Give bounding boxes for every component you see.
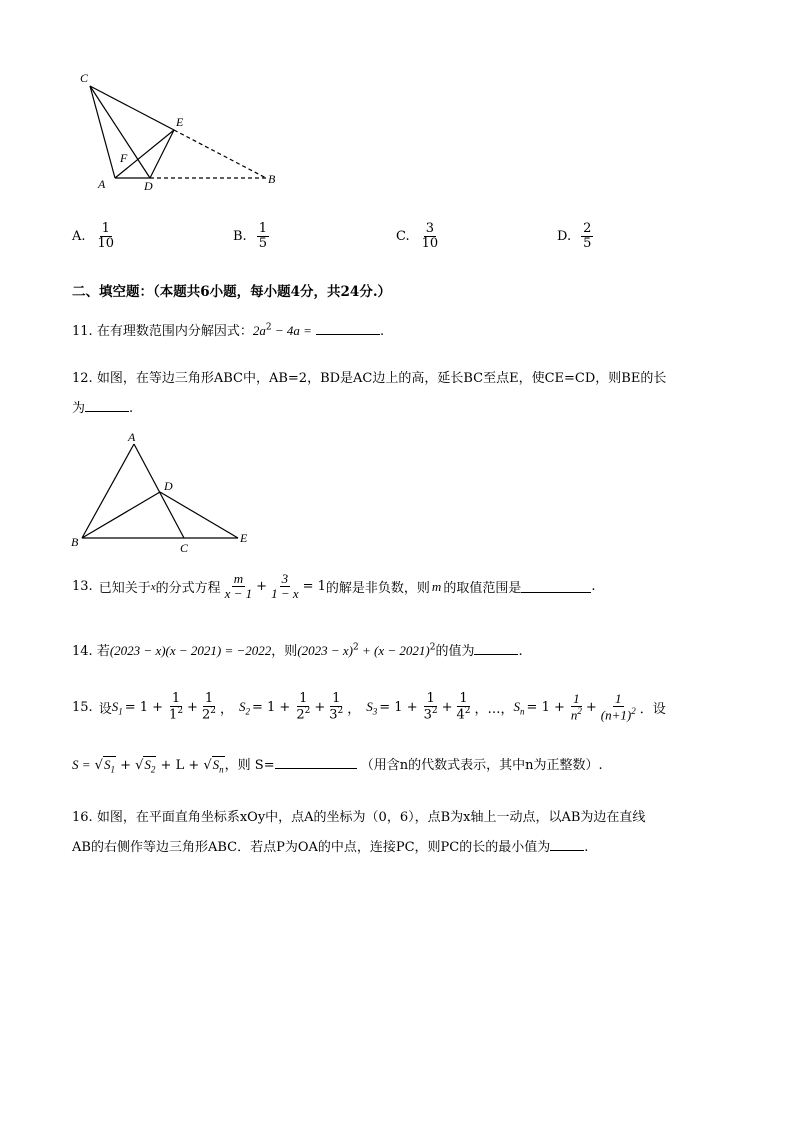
q12-text: 如图，在等边三角形ABC中，AB=2，BD是AC边上的高，延长BC至点E，使CE=CD，则BE的长 xyxy=(96,371,667,386)
q15-sqrt-s2: $S_2$ xyxy=(144,757,156,775)
q13-plus: + xyxy=(256,579,268,595)
choice-a-fraction xyxy=(96,222,117,252)
question-11 xyxy=(72,320,384,339)
label-D: D xyxy=(164,479,173,493)
q15-s2-frac1: $\frac{1}{2^2}$ xyxy=(296,691,311,723)
choice-b-label: B. xyxy=(233,229,247,245)
q14-number: 14. xyxy=(72,644,93,659)
q13-f1-den: x − 1 xyxy=(224,586,253,602)
q15-s2-one: = 1 + xyxy=(251,699,291,715)
q14-sq2: 2 xyxy=(429,642,436,653)
q12-answer-blank[interactable] xyxy=(85,399,129,412)
q15-note: （用含n的代数式表示，其中n为正整数）. xyxy=(360,758,603,773)
question-12-line1 xyxy=(72,367,666,386)
q12-end: . xyxy=(129,401,134,416)
figure-2-triangle xyxy=(68,430,268,560)
label-B: B xyxy=(71,535,79,549)
q14-post: 的值为 xyxy=(435,644,475,659)
q11-expr-a: 2a xyxy=(252,323,266,338)
q12-number: 12. xyxy=(72,371,93,386)
q15-s-expr-pre: S = xyxy=(72,757,91,772)
q15-s3 xyxy=(366,699,377,717)
q13-var-m: m xyxy=(431,578,442,594)
segment-DE xyxy=(150,130,174,178)
dashed-EB xyxy=(174,130,266,178)
q13-post2: 的取值范围是 xyxy=(443,581,522,597)
q15-sum-mid: + L + xyxy=(160,758,200,773)
q15-s2-sub: 2 xyxy=(245,706,250,717)
q14-expr1: (2023 − x)(x − 2021) = −2022 xyxy=(109,643,272,658)
choice-d-den: 5 xyxy=(583,236,592,252)
q15-sn-frac2: $\frac{1}{(n+1)^2}$ xyxy=(600,691,636,723)
q14-sq1: 2 xyxy=(353,642,359,653)
label-C: C xyxy=(80,71,89,85)
q15-sqrt-s1: $S_1$ xyxy=(103,757,115,775)
question-12-line2 xyxy=(72,397,133,416)
q13-f2-num: 3 xyxy=(281,571,289,586)
q13-mid: 的分式方程 xyxy=(155,581,221,597)
q15-pre: 设 xyxy=(98,701,112,717)
segment-BD xyxy=(82,492,160,538)
q11-number: 11. xyxy=(72,324,93,339)
q11-answer-blank[interactable] xyxy=(316,322,380,335)
segment-AC xyxy=(134,444,184,538)
question-16-line2 xyxy=(72,836,588,855)
q15-dots: ，…， xyxy=(474,701,514,717)
question-13 xyxy=(72,572,595,602)
q13-var-x: x xyxy=(150,580,156,593)
choice-b-den: 5 xyxy=(258,236,267,252)
q13-post1: 的解是非负数，则 xyxy=(325,581,430,597)
q15-s3-letter: S xyxy=(366,698,373,714)
q16-end: . xyxy=(584,840,589,855)
q15-s1-one: = 1 + xyxy=(124,699,164,715)
q16-line2-pre: AB的右侧作等边三角形ABC．若点P为OA的中点，连接PC，则PC的长的最小值为 xyxy=(72,840,551,855)
q14-end: . xyxy=(518,644,523,659)
q15-number: 15. xyxy=(72,699,93,715)
q13-fraction-1 xyxy=(223,572,255,602)
q15-s2 xyxy=(239,699,250,717)
label-A: A xyxy=(98,177,106,191)
q15-s3-sub: 3 xyxy=(372,706,378,717)
label-E: E xyxy=(176,115,184,129)
q11-expr-b: − 4a = xyxy=(271,323,312,338)
choice-d-fraction xyxy=(581,222,593,252)
q15-sn-one: = 1 + xyxy=(526,699,565,715)
q13-eq: = 1 xyxy=(302,579,326,595)
label-D: D xyxy=(144,179,153,193)
q15-s1 xyxy=(112,699,123,717)
q15-sn-frac1: $\frac{1}{n^2}$ xyxy=(570,691,582,723)
label-F: F xyxy=(120,151,128,165)
question-15-line1: 15. 设 $S_1$ = 1 + $\frac{1}{1^2}$ + $\frac{1}{2^2}$ ， $S_2$ = 1 + $\frac{1}{2^2}$ + $\frac{1}{3^2}$ ， $S_3$ = 1 + $\frac{1}{3^2}$ + $\frac{1}{4^2}$ ，…， $S_n$ = 1 + $\frac{1}{n^2}$ + $\frac{1}{(n+1)^2}$ ．设 xyxy=(72,691,666,723)
q15-sqrt-sn: $S_n$ xyxy=(212,757,224,775)
q15-s2-frac2: $\frac{1}{3^2}$ xyxy=(329,691,344,723)
q14-answer-blank[interactable] xyxy=(474,642,518,655)
q13-end: . xyxy=(591,579,596,595)
choice-d-label: D. xyxy=(557,229,572,245)
choice-d-num: 2 xyxy=(583,221,592,236)
choice-a-label: A. xyxy=(72,229,86,245)
q16-answer-blank[interactable] xyxy=(550,838,584,851)
q14-pre: 若 xyxy=(96,644,110,659)
q14-expr2a: (2023 − x) xyxy=(297,643,354,658)
q15-s-is: ，则 S= xyxy=(224,758,275,773)
q13-answer-blank[interactable] xyxy=(521,580,591,593)
q15-post: ．设 xyxy=(639,701,666,717)
q13-number: 13. xyxy=(72,579,93,595)
choice-b xyxy=(233,222,271,252)
choice-c-num: 3 xyxy=(425,221,435,236)
q16-number: 16. xyxy=(72,810,93,825)
choice-c-den: 10 xyxy=(421,236,439,252)
question-14 xyxy=(72,640,523,659)
choice-c xyxy=(396,222,442,252)
choice-d xyxy=(557,222,595,252)
q11-text: 在有理数范围内分解因式： xyxy=(96,324,253,339)
q15-s3-frac2: $\frac{1}{4^2}$ xyxy=(456,691,471,723)
q16-text: 如图，在平面直角坐标系xOy中，点A的坐标为（0，6），点B为x轴上一动点，以AB为边在直线 xyxy=(96,810,646,825)
label-E: E xyxy=(240,531,248,545)
choice-c-label: C. xyxy=(396,229,410,245)
label-B: B xyxy=(268,172,276,186)
q15-sn-sub: n xyxy=(520,706,525,717)
choice-a-den: 10 xyxy=(97,236,115,252)
q15-s1-sub: 1 xyxy=(118,706,123,717)
question-16-line1 xyxy=(72,806,645,825)
q12-line2-pre: 为 xyxy=(72,401,86,416)
q15-sn xyxy=(514,699,525,717)
q15-s3-one: = 1 + xyxy=(379,699,418,715)
q13-f2-den: 1 − x xyxy=(271,586,299,602)
segment-CA xyxy=(90,86,115,178)
choice-b-num: 1 xyxy=(258,221,267,236)
label-C: C xyxy=(180,541,189,555)
choice-b-fraction xyxy=(257,222,269,252)
q15-s1-frac2: $\frac{1}{2^2}$ xyxy=(201,691,216,723)
q15-s1-letter: S xyxy=(111,698,119,714)
q15-answer-blank[interactable] xyxy=(275,756,357,769)
figure-1-triangle xyxy=(70,62,300,197)
segment-AB xyxy=(82,444,134,538)
q15-sn-letter: S xyxy=(513,698,521,714)
choice-a xyxy=(72,222,118,252)
q11-end: . xyxy=(380,324,385,339)
q15-s2-letter: S xyxy=(238,698,246,714)
question-15-line2: $S = √S_1 + √S_2 + L + √S_n$，则 S= （用含n的代数式表示，其中n为正整数）. xyxy=(72,757,603,775)
segment-CE xyxy=(90,86,174,130)
q15-s3-frac1: $\frac{1}{3^2}$ xyxy=(423,691,438,723)
q14-mid: ，则 xyxy=(271,644,298,659)
q13-f1-num: m xyxy=(233,571,244,586)
q15-s1-frac1: $\frac{1}{1^2}$ xyxy=(169,691,184,723)
choice-a-num: 1 xyxy=(101,221,110,236)
q13-fraction-2 xyxy=(269,572,301,602)
q14-expr2b: + (x − 2021) xyxy=(358,643,430,658)
label-A: A xyxy=(128,430,136,444)
section-2-title: 二、填空题：（本题共6小题，每小题4分，共24分.） xyxy=(72,284,392,300)
q11-exp: 2 xyxy=(265,322,272,333)
q13-pre: 已知关于 xyxy=(98,581,151,597)
choice-c-fraction xyxy=(420,222,441,252)
